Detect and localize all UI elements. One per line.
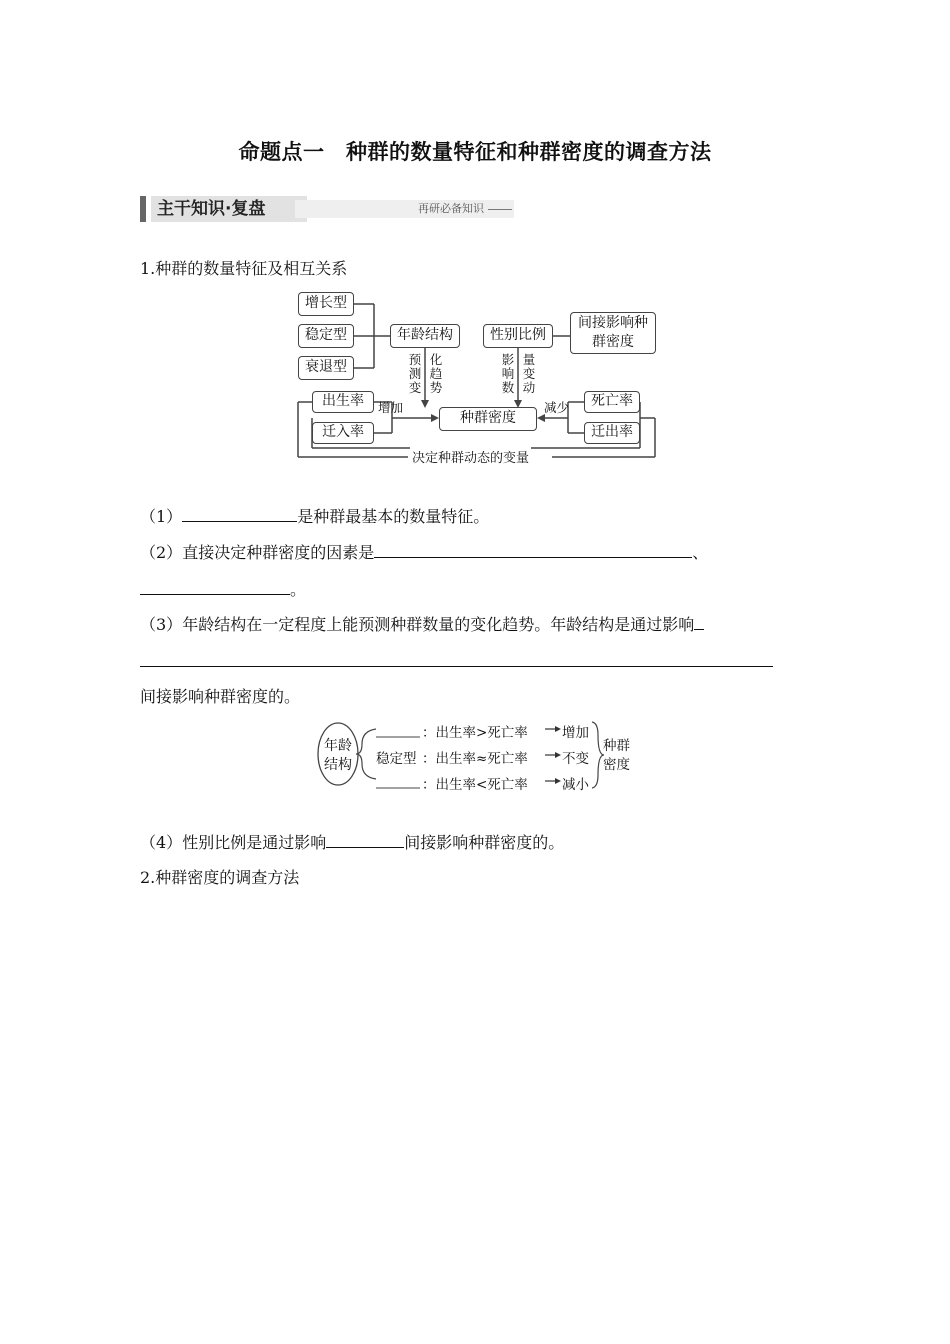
q1-text: 是种群最基本的数量特征。	[297, 507, 490, 526]
stable-type-box: 稳定型	[298, 324, 354, 348]
section-heading-1: 1.种群的数量特征及相互关系	[140, 259, 348, 278]
predict-label-a: 预测变	[408, 352, 422, 395]
birth-rate-box: 出生率	[312, 391, 374, 413]
q3-number: （3）	[140, 615, 183, 634]
q2-separator: 、	[692, 543, 709, 562]
banner-subtitle: 再研必备知识	[418, 202, 484, 215]
declining-row-text: ：出生率<死亡率	[422, 777, 528, 793]
increasing-row-text: ：出生率>死亡率	[422, 725, 528, 741]
page-title: 命题点一 种群的数量特征和种群密度的调查方法	[238, 140, 712, 164]
q1-number: （1）	[140, 507, 183, 526]
q2-end: 。	[290, 580, 307, 599]
result-decrease: 减小	[562, 777, 589, 793]
dynamic-variable-label: 决定种群动态的变量	[410, 447, 531, 466]
q3-tail: 间接影响种群密度的。	[140, 687, 301, 706]
stable-row-label: 稳定型	[376, 751, 417, 767]
q4-blank[interactable]	[326, 831, 404, 848]
immigration-rate-box: 迁入率	[312, 422, 374, 444]
q4-number: （4）	[140, 833, 183, 852]
influence-label-b: 量变动	[522, 352, 536, 395]
emigration-rate-box: 迁出率	[584, 422, 640, 444]
stable-row-text: ：出生率≈死亡率	[422, 751, 528, 767]
density-result-label: 种群密度	[603, 738, 630, 773]
banner-label: 主干知识·复盘	[151, 196, 307, 222]
growth-type-box: 增长型	[298, 292, 354, 316]
q2-text: 直接决定种群密度的因素是	[182, 543, 375, 562]
increase-label: 增加	[378, 400, 404, 415]
decrease-label: 减少	[544, 400, 570, 415]
population-density-box: 种群密度	[439, 407, 537, 431]
indirect-influence-box: 间接影响种群密度	[570, 312, 656, 354]
section-heading-2: 2.种群密度的调查方法	[140, 868, 300, 887]
sex-ratio-box: 性别比例	[483, 324, 553, 348]
question-4	[140, 831, 564, 853]
decline-type-box: 衰退型	[298, 356, 354, 380]
q3-text: 年龄结构在一定程度上能预测种群数量的变化趋势。年龄结构是通过影响	[182, 615, 695, 634]
age-structure-ellipse-label: 年龄结构	[324, 738, 352, 773]
result-increase: 增加	[562, 725, 589, 741]
result-unchanged: 不变	[562, 751, 589, 767]
predict-label-b: 化趋势	[429, 352, 443, 395]
death-rate-box: 死亡率	[584, 391, 640, 413]
q4-post: 间接影响种群密度的。	[404, 833, 565, 852]
q4-pre: 性别比例是通过影响	[182, 833, 327, 852]
influence-label-a: 影响数	[501, 352, 515, 395]
age-structure-box: 年龄结构	[390, 324, 460, 348]
q2-number: （2）	[140, 543, 183, 562]
